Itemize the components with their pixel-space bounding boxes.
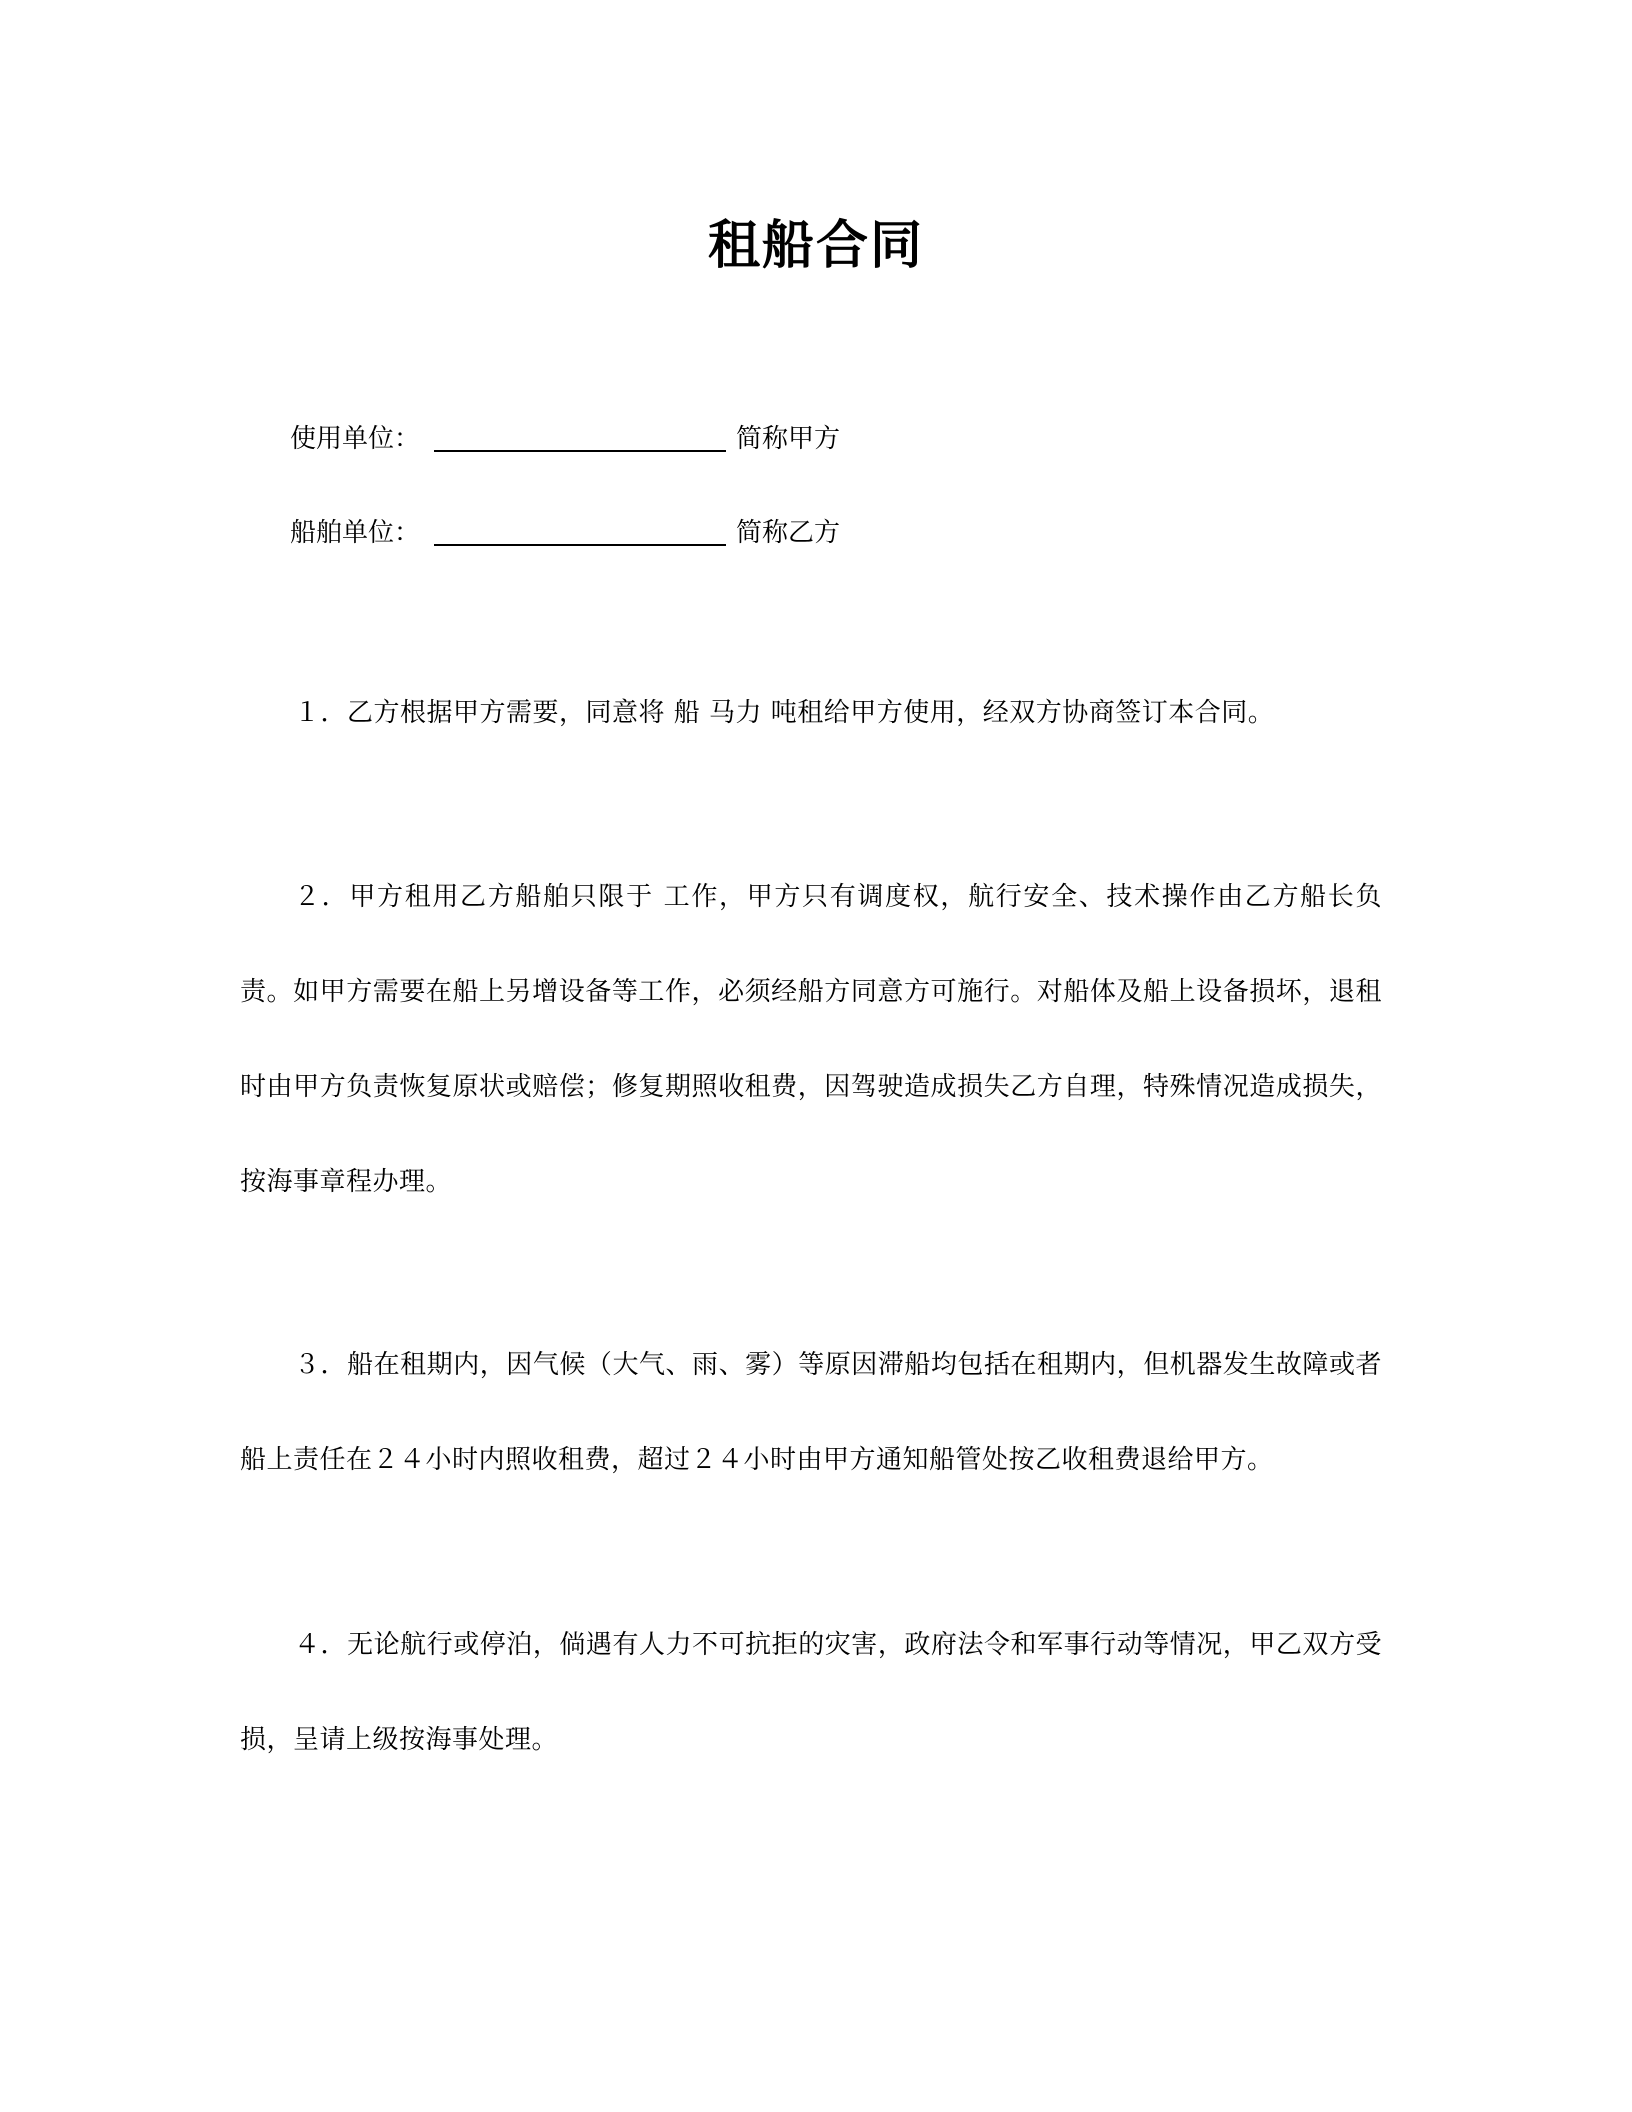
clause-3: ３．船在租期内，因气候（大气、雨、雾）等原因滞船均包括在租期内，但机器发生故障或者船上责任在２４小时内照收租费，超过２４小时由甲方通知船管处按乙收租费退给甲方。 <box>240 1350 1382 1475</box>
party-a-suffix: 简称甲方 <box>736 424 841 454</box>
party-b-blank-line <box>434 544 726 546</box>
party-b-suffix: 简称乙方 <box>736 518 841 548</box>
party-b-row <box>290 506 840 550</box>
document-title: 租船合同 <box>707 216 924 276</box>
party-a-row <box>290 412 840 456</box>
clause-1: １．乙方根据甲方需要，同意将 船 马力 吨租给甲方使用，经双方协商签订本合同。 <box>294 698 1275 728</box>
party-b-label: 船舶单位： <box>290 518 421 548</box>
party-a-label: 使用单位： <box>290 424 421 454</box>
party-a-blank-line <box>434 450 726 452</box>
clause-4: ４．无论航行或停泊，倘遇有人力不可抗拒的灾害，政府法令和军事行动等情况，甲乙双方受损，呈请上级按海事处理。 <box>240 1630 1382 1755</box>
clause-2: ２．甲方租用乙方船舶只限于 工作，甲方只有调度权，航行安全、技术操作由乙方船长负责。如甲方需要在船上另增设备等工作，必须经船方同意方可施行。对船体及船上设备损坏，退租时由甲方负责恢复原状或赔偿；修复期照收租费，因驾驶造成损失乙方自理，特殊情况造成损失，按海事章程办理。 <box>240 882 1382 1197</box>
